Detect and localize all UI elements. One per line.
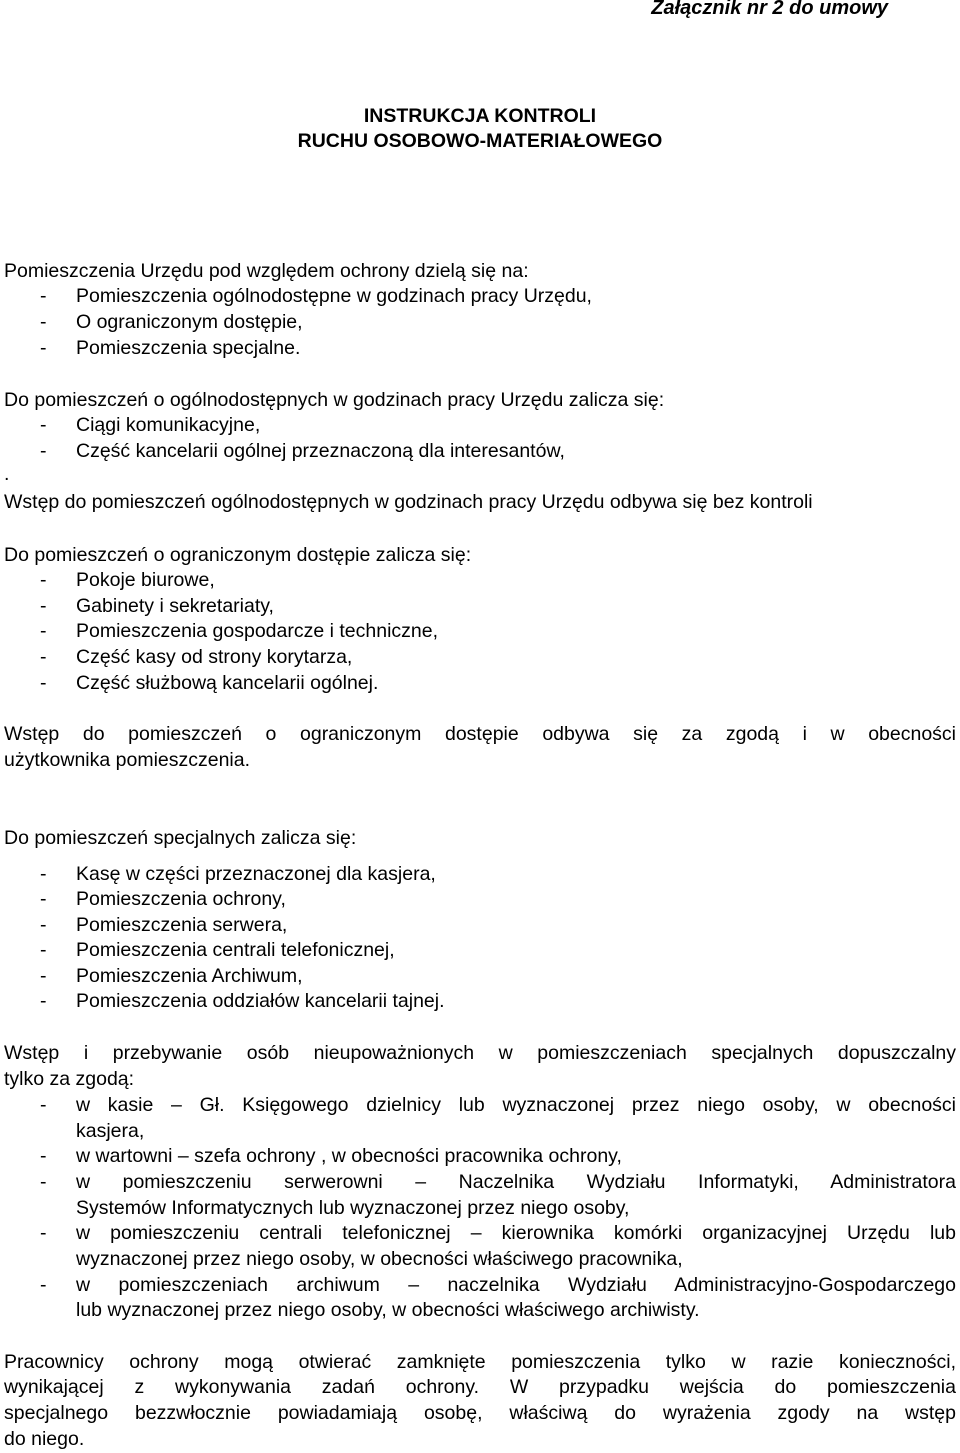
bullet-dash: -: [40, 939, 47, 961]
list-item: - Gabinety i sekretariaty,: [40, 594, 274, 620]
bullet-dash: -: [40, 440, 47, 462]
list-item: - Część kancelarii ogólnej przeznaczoną dla interesantów,: [40, 439, 565, 465]
intro-lead: Pomieszczenia Urzędu pod względem ochrony dzielą się na:: [4, 260, 529, 282]
bullet-dash: -: [40, 990, 47, 1012]
list-item: - Pomieszczenia gospodarcze i techniczne,: [40, 619, 438, 645]
special-lead: Do pomieszczeń specjalnych zalicza się:: [4, 827, 357, 849]
bullet-dash: -: [40, 311, 47, 333]
list-item: - Pomieszczenia serwera,: [40, 913, 287, 939]
stray-dot: .: [4, 463, 10, 485]
bullet-dash: -: [40, 1094, 47, 1116]
annex-label: Załącznik nr 2 do umowy: [651, 0, 888, 19]
guards-line-3: specjalnego bezzwłocznie powiadamiają osobę, właściwą do wyrażenia zgody na wstęp: [4, 1402, 956, 1424]
guards-line-4: do niego.: [4, 1428, 85, 1450]
list-item: - Pokoje biurowe,: [40, 568, 215, 594]
bullet-dash: -: [40, 1222, 47, 1244]
access-lead-line-1: Wstęp i przebywanie osób nieupoważnionych w pomieszczeniach specjalnych dopuszczalny: [4, 1042, 956, 1064]
bullet-dash: -: [40, 888, 47, 910]
public-lead: Do pomieszczeń o ogólnodostępnych w godzinach pracy Urzędu zalicza się:: [4, 389, 665, 411]
bullet-dash: -: [40, 569, 47, 591]
bullet-dash: -: [40, 1145, 47, 1167]
bullet-dash: -: [40, 620, 47, 642]
list-item: - Ciągi komunikacyjne,: [40, 413, 260, 439]
list-item: - Pomieszczenia specjalne.: [40, 336, 300, 362]
bullet-dash: -: [40, 595, 47, 617]
list-item: - Pomieszczenia ochrony,: [40, 887, 286, 913]
restricted-rule-line-2: użytkownika pomieszczenia.: [4, 749, 251, 771]
guards-line-1: Pracownicy ochrony mogą otwierać zamknięte pomieszczenia tylko w razie konieczności,: [4, 1351, 956, 1373]
bullet-dash: -: [40, 914, 47, 936]
restricted-lead: Do pomieszczeń o ograniczonym dostępie zalicza się:: [4, 544, 472, 566]
bullet-dash: -: [40, 863, 47, 885]
public-rule: Wstęp do pomieszczeń ogólnodostępnych w godzinach pracy Urzędu odbywa się bez kontroli: [4, 491, 813, 513]
list-item: - Kasę w części przeznaczonej dla kasjera,: [40, 862, 436, 888]
document-title-line-1: INSTRUKCJA KONTROLI: [363, 105, 597, 127]
bullet-dash: -: [40, 646, 47, 668]
guards-line-2: wynikającej z wykonywania zadań ochrony. W przypadku wejścia do pomieszczenia: [4, 1376, 956, 1398]
list-item: - Pomieszczenia oddziałów kancelarii tajnej.: [40, 989, 445, 1015]
restricted-rule-line-1: Wstęp do pomieszczeń o ograniczonym dostępie odbywa się za zgodą i w obecności: [4, 723, 956, 745]
list-item: - Pomieszczenia ogólnodostępne w godzinach pracy Urzędu,: [40, 284, 592, 310]
list-item: - Pomieszczenia Archiwum,: [40, 964, 303, 990]
bullet-dash: -: [40, 414, 47, 436]
list-item: - O ograniczonym dostępie,: [40, 310, 303, 336]
list-item: - Część kasy od strony korytarza,: [40, 645, 352, 671]
bullet-dash: -: [40, 1274, 47, 1296]
document-title-line-2: RUCHU OSOBOWO-MATERIAŁOWEGO: [297, 130, 663, 152]
bullet-dash: -: [40, 285, 47, 307]
bullet-dash: -: [40, 965, 47, 987]
bullet-dash: -: [40, 672, 47, 694]
list-item: - Część służbową kancelarii ogólnej.: [40, 671, 378, 697]
list-item: - Pomieszczenia centrali telefonicznej,: [40, 938, 395, 964]
bullet-dash: -: [40, 1171, 47, 1193]
bullet-dash: -: [40, 337, 47, 359]
access-lead-line-2: tylko za zgodą:: [4, 1068, 135, 1090]
